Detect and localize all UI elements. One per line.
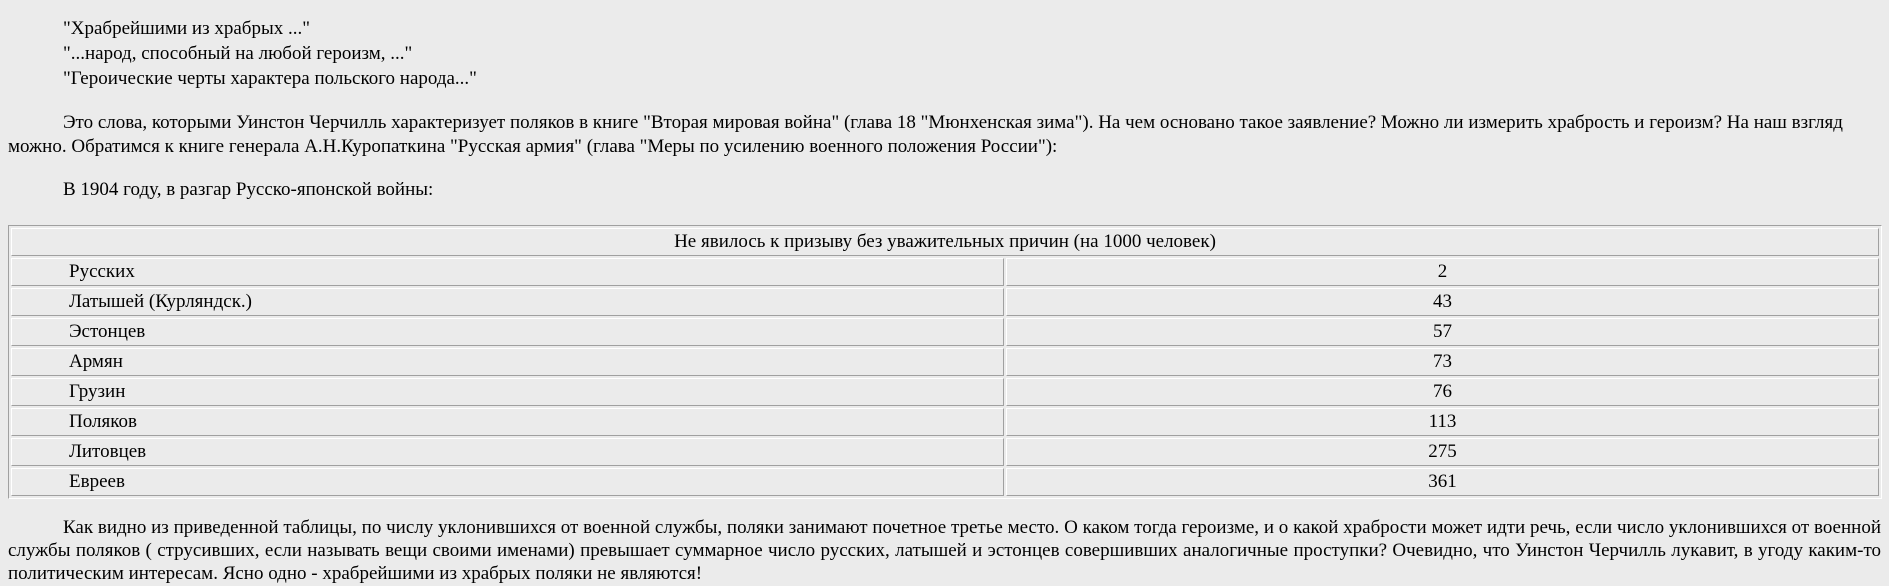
draft-evasion-table: [8, 225, 1882, 499]
nationality-cell: Латышей (Курляндск.): [11, 288, 1004, 316]
table-row: [11, 438, 1879, 466]
nationality-cell: Грузин: [11, 378, 1004, 406]
table-row: [11, 468, 1879, 496]
value-cell: 76: [1006, 378, 1879, 406]
value-cell: 43: [1006, 288, 1879, 316]
table-row: [11, 408, 1879, 436]
quote-line: "Героические черты характера польского народа...": [63, 68, 477, 89]
table-header-cell: Не явилось к призыву без уважительных причин (на 1000 человек): [11, 228, 1879, 256]
nationality-cell: Русских: [11, 258, 1004, 286]
value-cell: 113: [1006, 408, 1879, 436]
table-row: [11, 378, 1879, 406]
value-cell: 2: [1006, 258, 1879, 286]
nationality-cell: Эстонцев: [11, 318, 1004, 346]
intro-section: [8, 111, 1888, 159]
table-row: [11, 318, 1879, 346]
nationality-cell: Поляков: [11, 408, 1004, 436]
value-cell: 361: [1006, 468, 1879, 496]
value-cell: 57: [1006, 318, 1879, 346]
table-row: [11, 258, 1879, 286]
value-cell: 73: [1006, 348, 1879, 376]
epigraph-quotes: [63, 16, 477, 91]
conclusion-paragraph: Как видно из приведенной таблицы, по числу уклонившихся от военной службы, поляки занимают почетное третье место. О каком тогда героизме, и о какой храбрости может идти речь, если число уклонившихся от военной службы поляков ( струсивших, если называть вещи своими именами) превышает суммарное число русских, латышей и эстонцев совершивших аналогичные проступки? Очевидно, что Уинстон Черчилль лукавит, в угоду каким-то политическим интересам. Ясно одно - храбрейшими из храбрых поляки не являются!: [8, 517, 1881, 584]
intro-paragraph: Это слова, которыми Уинстон Черчилль характеризует поляков в книге "Вторая мировая война" (глава 18 "Мюнхенская зима"). На чем основано такое заявление? Можно ли измерить храбрость и героизм? На наш взгляд можно. Обратимся к книге генерала А.Н.Куропаткина "Русская армия" (глава "Меры по усилению военного положения России"):: [8, 112, 1843, 157]
nationality-cell: Литовцев: [11, 438, 1004, 466]
quote-line: "Храбрейшими из храбрых ...": [63, 18, 310, 39]
table-row: [11, 348, 1879, 376]
table-lead-text: В 1904 году, в разгар Русско-японской войны:: [63, 179, 434, 200]
value-cell: 275: [1006, 438, 1879, 466]
quote-line: "...народ, способный на любой героизм, ...": [63, 43, 413, 64]
table-header-row: [11, 228, 1879, 256]
table-row: [11, 288, 1879, 316]
nationality-cell: Армян: [11, 348, 1004, 376]
conclusion-section: [8, 516, 1881, 585]
nationality-cell: Евреев: [11, 468, 1004, 496]
